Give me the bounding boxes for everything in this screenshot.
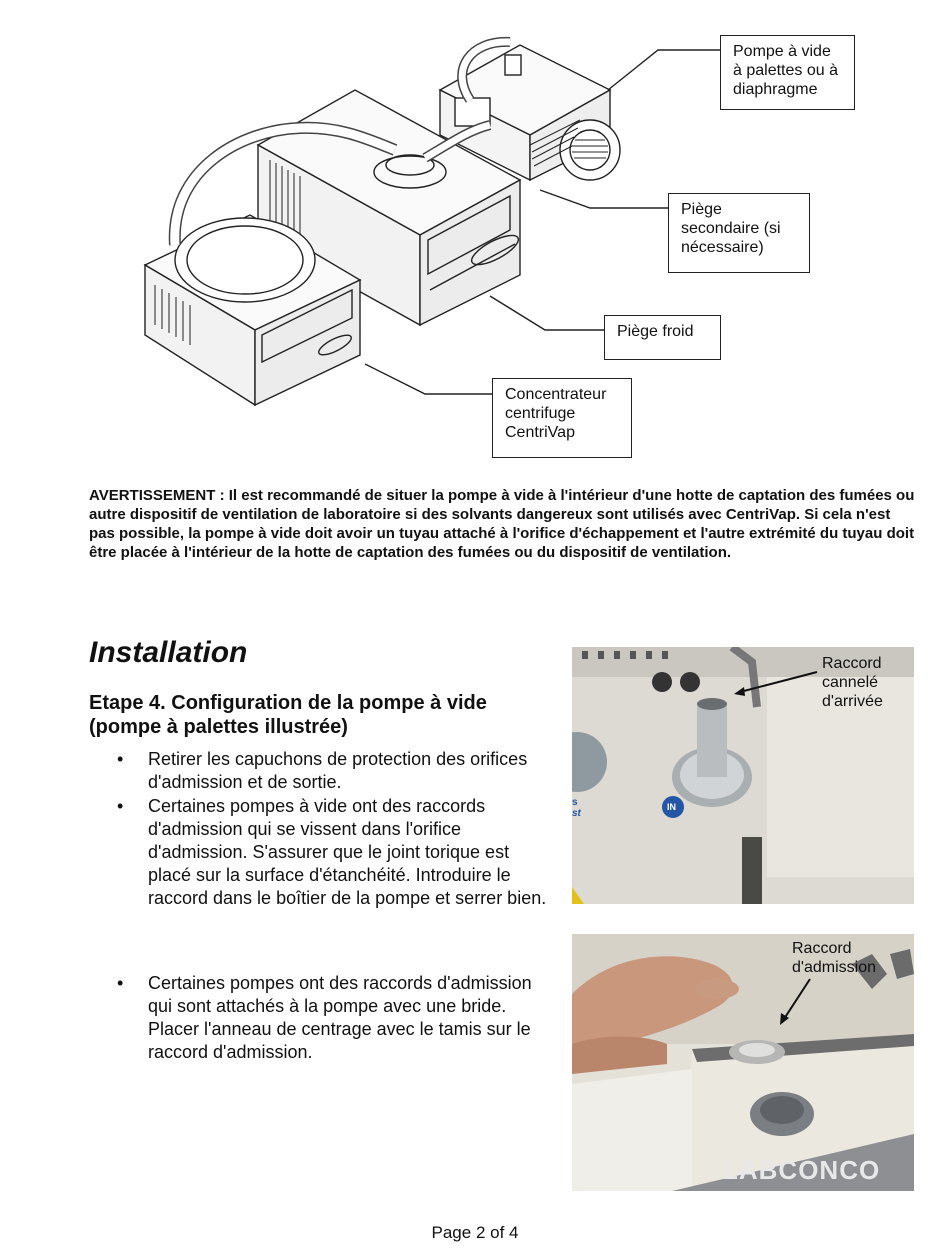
photo-1-label: Raccord cannelé d'arrivée	[822, 655, 883, 710]
brand-text: LABCONCO	[722, 1155, 881, 1185]
leader-line-concentrator	[365, 364, 492, 394]
in-badge: IN	[667, 802, 676, 812]
leader-line-cold-trap	[490, 296, 604, 330]
leader-line-pump	[608, 50, 720, 90]
leader-line-secondary-trap	[540, 190, 668, 208]
callout-concentrator: Concentrateur centrifuge CentriVap	[492, 378, 632, 458]
list-item: • Certaines pompes à vide ont des raccords d'admission qui se vissent dans l'orifice d'admission. S'assurer que le joint torique est placé sur la surface d'étanchéité. Introduire le raccord dans le boîtier de la pompe et serrer bien.	[117, 796, 547, 908]
bullet-list-bottom	[113, 972, 553, 1065]
section-title: Installation	[89, 636, 248, 669]
list-item: • Certaines pompes ont des raccords d'admission qui sont attachés à la pompe avec une bride. Placer l'anneau de centrage avec le tamis sur le raccord d'admission.	[117, 973, 532, 1062]
bullet-icon: •	[117, 796, 124, 816]
step-title: Etape 4. Configuration de la pompe à vide (pompe à palettes illustrée)	[89, 692, 487, 738]
callout-vacuum-pump: Pompe à vide à palettes ou à diaphragme	[720, 35, 855, 110]
page-number: Page 2 of 4	[431, 1223, 519, 1242]
bullet-icon: •	[117, 973, 124, 993]
photo-2-label: Raccord d'admission	[792, 940, 876, 976]
photo-inlet-fitting	[572, 934, 914, 1191]
bullet-icon: •	[117, 749, 124, 769]
list-item: • Retirer les capuchons de protection des orifices d'admission et de sortie.	[117, 749, 528, 792]
bullet-list-top	[113, 748, 553, 911]
photo-1-side-text-1: s	[572, 797, 578, 808]
callout-secondary-trap: Piège secondaire (si nécessaire)	[668, 193, 810, 273]
warning-paragraph: AVERTISSEMENT : Il est recommandé de situer la pompe à vide à l'intérieur d'une hotte de captation des fumées ou autre dispositif de ventilation de laboratoire si des solvants dangereux sont utilisés avec CentriVap. Si cela n'est pas possible, la pompe à vide doit avoir un tuyau attaché à l'orifice d'échappement et l'autre extrémité du tuyau doit être placée à l'intérieur de la hotte de captation des fumées ou du dispositif de ventilation.	[89, 487, 915, 561]
photo-barbed-inlet	[572, 647, 914, 904]
photo-1-side-text-2: st	[572, 808, 581, 819]
callout-cold-trap: Piège froid	[604, 315, 721, 360]
